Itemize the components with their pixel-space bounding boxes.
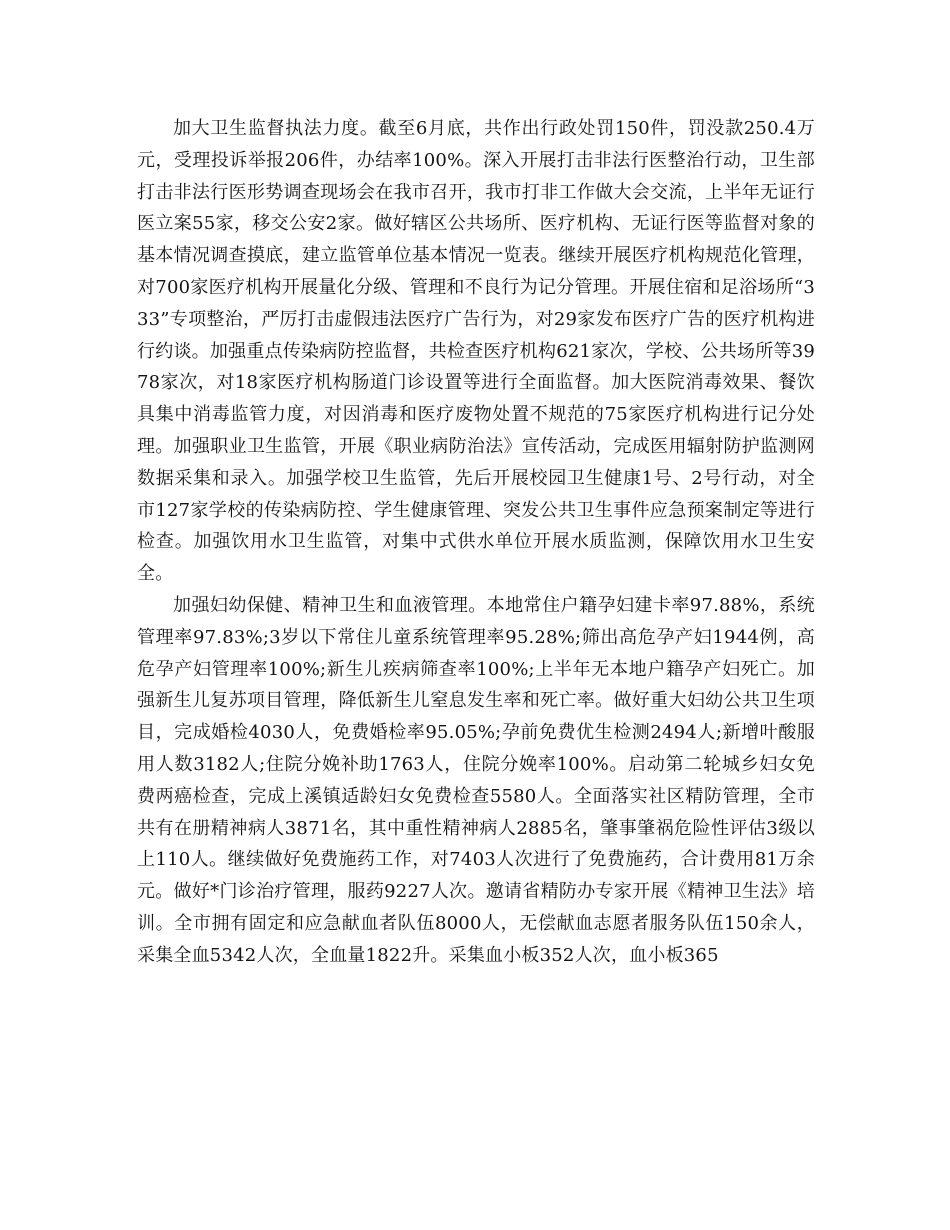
paragraph-maternal-mental-blood: 加强妇幼保健、精神卫生和血液管理。本地常住户籍孕妇建卡率97.88%，系统管理率97.83%;3岁以下常住儿童系统管理率95.28%;筛出高危孕产妇1944例，高危孕产妇管理率100%;新生儿疾病筛查率100%;上半年无本地户籍孕产妇死亡。加强新生儿复苏项目管理，降低新生儿窒息发生率和死亡率。做好重大妇幼公共卫生项目，完成婚检4030人，免费婚检率95.05%;孕前免费优生检测2494人;新增叶酸服用人数3182人;住院分娩补助1763人，住院分娩率100%。启动第二轮城乡妇女免费两癌检查，完成上溪镇适龄妇女免费检查5580人。全面落实社区精防管理，全市共有在册精神病人3871名，其中重性精神病人2885名，肇事肇祸危险性评估3级以上110人。继续做好免费施药工作，对7403人次进行了免费施药，合计费用81万余元。做好*门诊治疗管理，服药9227人次。邀请省精防办专家开展《精神卫生法》培训。全市拥有固定和应急献血者队伍8000人，无偿献血志愿者服务队伍150余人，采集全血5342人次，全血量1822升。采集血小板352人次，血小板365 [137, 594, 815, 966]
paragraph-health-supervision: 加大卫生监督执法力度。截至6月底，共作出行政处罚150件，罚没款250.4万元，受理投诉举报206件，办结率100%。深入开展打击非法行医整治行动，卫生部打击非法行医形势调查现场会在我市召开，我市打非工作做大会交流，上半年无证行医立案55家，移交公安2家。做好辖区公共场所、医疗机构、无证行医等监督对象的基本情况调查摸底，建立监管单位基本情况一览表。继续开展医疗机构规范化管理，对700家医疗机构开展量化分级、管理和不良行为记分管理。开展住宿和足浴场所“333”专项整治，严厉打击虚假违法医疗广告行为，对29家发布医疗广告的医疗机构进行约谈。加强重点传染病防控监督，共检查医疗机构621家次，学校、公共场所等3978家次，对18家医疗机构肠道门诊设置等进行全面监督。加大医院消毒效果、餐饮具集中消毒监管力度，对因消毒和医疗废物处置不规范的75家医疗机构进行记分处理。加强职业卫生监管，开展《职业病防治法》宣传活动，完成医用辐射防护监测网数据采集和录入。加强学校卫生监管，先后开展校园卫生健康1号、2号行动，对全市127家学校的传染病防控、学生健康管理、突发公共卫生事件应急预案制定等进行检查。加强饮用水卫生监管，对集中式供水单位开展水质监测，保障饮用水卫生安全。 [137, 118, 815, 585]
document-body [137, 113, 815, 972]
